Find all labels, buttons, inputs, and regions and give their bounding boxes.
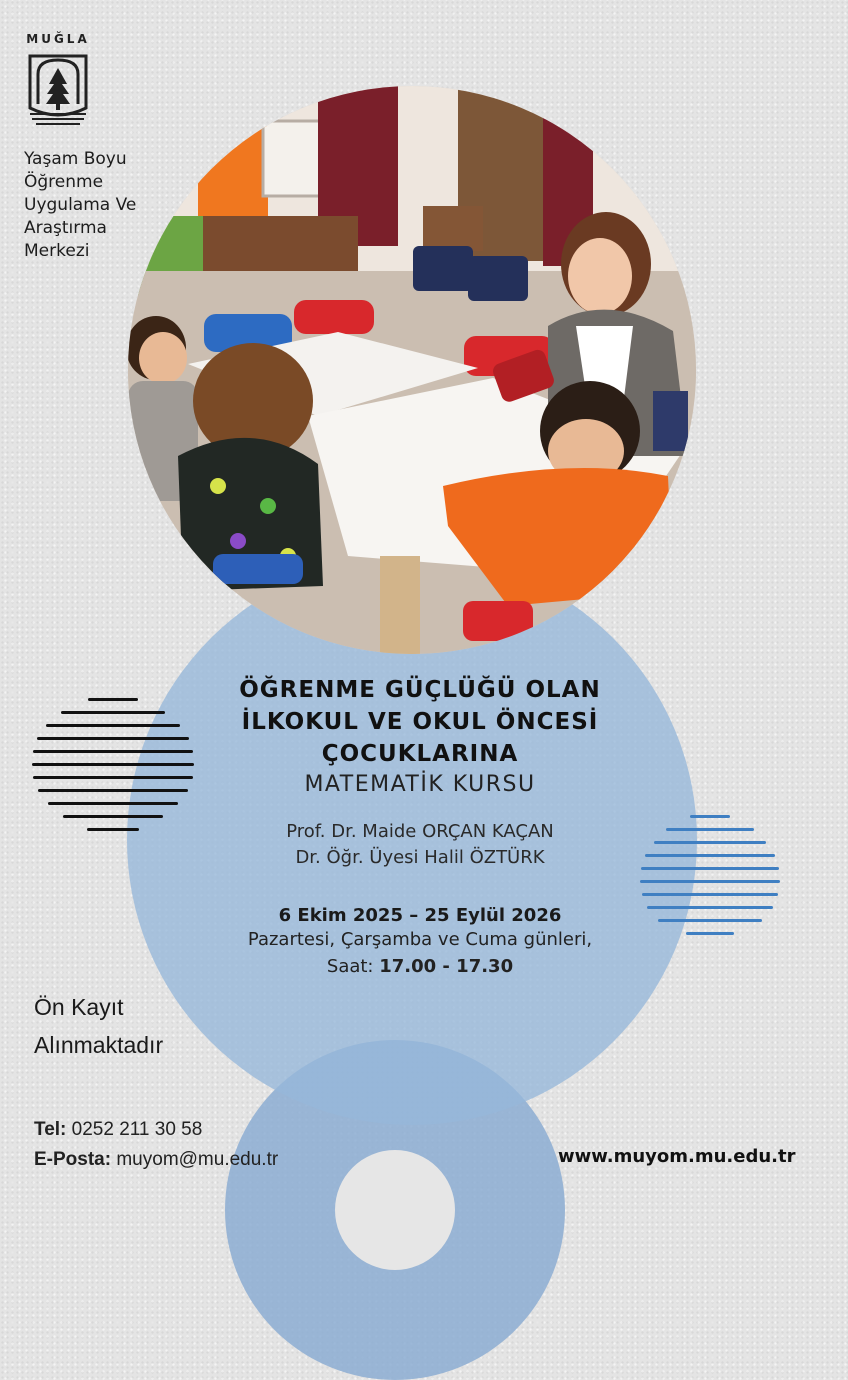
phone-value: 0252 211 30 58 bbox=[71, 1119, 203, 1140]
classroom-photo bbox=[128, 86, 696, 654]
course-time bbox=[170, 953, 670, 980]
email-row bbox=[34, 1145, 278, 1175]
course-info bbox=[170, 674, 670, 980]
center-name-line: Uygulama Ve bbox=[24, 195, 137, 215]
time-label: Saat: bbox=[326, 956, 374, 977]
phone-row bbox=[34, 1115, 278, 1145]
center-name-line: Merkezi bbox=[24, 241, 90, 261]
logo-emblem-icon bbox=[24, 48, 92, 130]
course-days: Pazartesi, Çarşamba ve Cuma günleri, bbox=[247, 929, 593, 950]
center-name-line: Yaşam Boyu bbox=[24, 149, 127, 169]
university-logo bbox=[22, 32, 94, 130]
course-title-line: İLKOKUL VE OKUL ÖNCESİ bbox=[241, 709, 599, 735]
registration-line: Ön Kayıt bbox=[34, 994, 124, 1020]
website-link[interactable]: www.muyom.mu.edu.tr bbox=[558, 1146, 796, 1167]
time-value: 17.00 - 17.30 bbox=[379, 956, 514, 977]
email-label: E-Posta: bbox=[34, 1149, 112, 1170]
center-name-line: Araştırma bbox=[24, 218, 107, 238]
instructor-name: Prof. Dr. Maide ORÇAN KAÇAN bbox=[286, 821, 554, 842]
course-dates: 6 Ekim 2025 – 25 Eylül 2026 bbox=[278, 905, 562, 926]
instructor-name: Dr. Öğr. Üyesi Halil ÖZTÜRK bbox=[295, 847, 545, 868]
course-title-line: ÇOCUKLARINA bbox=[321, 741, 519, 767]
instructors bbox=[170, 819, 670, 871]
course-title-line: ÖĞRENME GÜÇLÜĞÜ OLAN bbox=[239, 677, 601, 703]
decorative-bottom-circle-hole bbox=[335, 1150, 455, 1270]
phone-label: Tel: bbox=[34, 1119, 67, 1140]
email-value[interactable]: muyom@mu.edu.tr bbox=[116, 1149, 279, 1170]
logo-title: MUĞLA bbox=[26, 32, 90, 46]
course-subtitle: MATEMATİK KURSU bbox=[304, 772, 536, 797]
registration-line: Alınmaktadır bbox=[34, 1032, 164, 1058]
contact-info bbox=[34, 1115, 278, 1175]
center-name-line: Öğrenme bbox=[24, 172, 104, 192]
registration-notice bbox=[34, 988, 163, 1064]
